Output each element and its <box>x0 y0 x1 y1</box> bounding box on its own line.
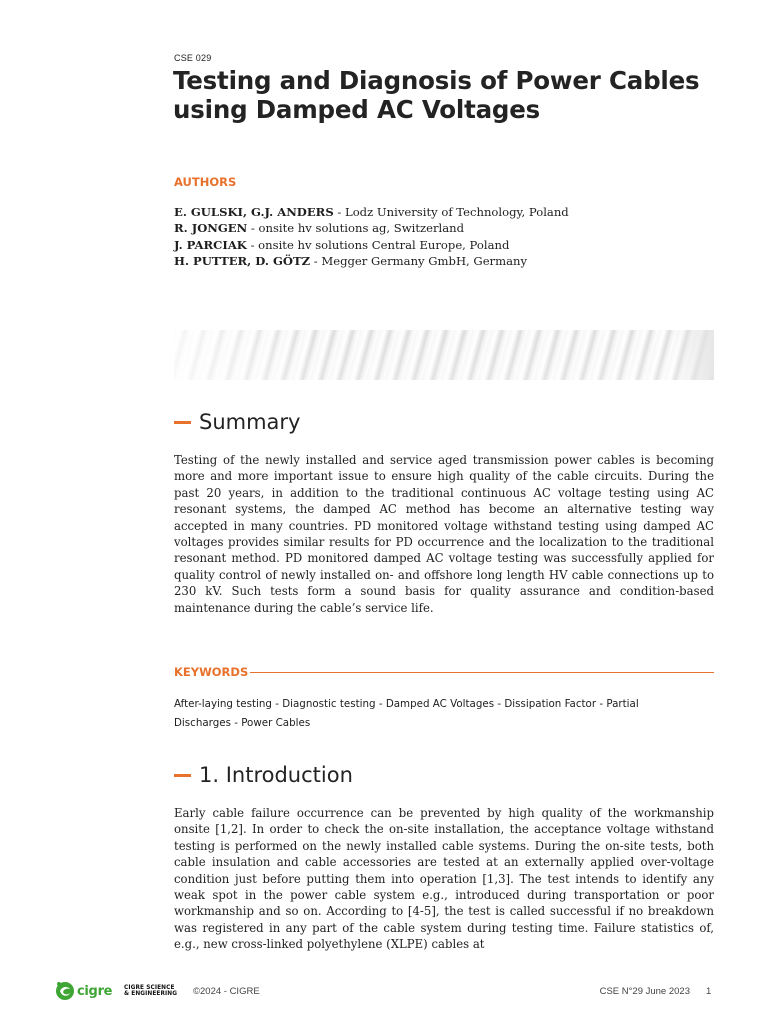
author-row <box>174 237 734 253</box>
se-logo-line-2: & ENGINEERING <box>124 991 178 998</box>
author-names: H. PUTTER, D. GÖTZ <box>174 253 311 268</box>
keywords-list <box>174 695 714 733</box>
author-affiliation: - onsite hv solutions ag, Switzerland <box>247 221 465 236</box>
title-line-1: Testing and Diagnosis of Power Cables <box>173 66 700 95</box>
se-logo-line-1: CIGRE SCIENCE <box>124 985 175 991</box>
cigre-logo <box>55 980 112 1002</box>
summary-heading <box>174 410 300 434</box>
decorative-banner-image <box>174 330 714 380</box>
cigre-science-engineering-logo <box>124 985 177 997</box>
summary-heading-text: Summary <box>199 410 301 434</box>
paper-title <box>173 66 733 124</box>
author-affiliation: - onsite hv solutions Central Europe, Poland <box>246 237 510 252</box>
author-row <box>174 253 734 269</box>
banner-fade-right <box>674 330 714 380</box>
authors-label: AUTHORS <box>174 175 237 189</box>
keywords-label: KEYWORDS <box>174 665 249 679</box>
author-row <box>174 204 734 220</box>
section-dash-icon <box>174 421 191 424</box>
keywords-line-2: Discharges - Power Cables <box>174 717 311 729</box>
introduction-heading-text: 1. Introduction <box>199 763 353 787</box>
summary-paragraph: Testing of the newly installed and service aged transmission power cables is becoming more and more important issue to ensure high quality of the cable circuits. During the past 20 years, in addition to the traditional continuous AC voltage testing using AC resonant systems, the damped AC method has become an alternative testing way accepted in many countries. PD monitored voltage withstand testing using damped AC voltages provides similar results for PD occurrence and the localization to the traditional resonant method. PD monitored damped AC voltage testing was successfully applied for quality control of newly installed on- and offshore long length HV cable connections up to 230 kV. Such tests form a sound basis for quality assurance and condition-based maintenance during the cable’s service life. <box>174 453 714 615</box>
page-number: 1 <box>706 986 712 997</box>
author-names: R. JONGEN <box>174 221 248 236</box>
banner-fade-left <box>174 330 314 380</box>
title-line-2: using Damped AC Voltages <box>173 95 541 124</box>
section-dash-icon <box>174 774 191 777</box>
author-names: J. PARCIAK <box>174 237 247 252</box>
issue-info: CSE N°29 June 2023 <box>599 986 690 997</box>
authors-list <box>174 204 734 269</box>
keywords-header <box>174 665 714 679</box>
author-row <box>174 220 734 236</box>
cigre-logo-text: cigre <box>77 983 113 999</box>
cigre-logo-icon <box>55 980 75 1002</box>
introduction-paragraph: Early cable failure occurrence can be prevented by high quality of the workmanship onsite [1,2]. In order to check the on-site installation, the acceptance voltage withstand testing is performed on the newly installed cable systems. During the on-site tests, both cable insulation and cable accessories are tested at an externally applied over-voltage condition just before putting them into operation [1,3]. The test intends to identify any weak spot in the power cable system e.g., introduced during transportation or poor workmanship and so on. According to [4-5], the test is called successful if no breakdown was registered in any part of the cable system during testing time. Failure statistics of, e.g., new cross-linked polyethylene (XLPE) cables at <box>174 806 714 952</box>
author-affiliation: - Megger Germany GmbH, Germany <box>310 253 528 268</box>
page-footer <box>0 975 768 1009</box>
keywords-line-1: After-laying testing - Diagnostic testing - Damped AC Voltages - Dissipation Factor - Partial <box>174 698 639 710</box>
introduction-heading <box>174 763 353 787</box>
author-names: E. GULSKI, G.J. ANDERS <box>174 205 334 219</box>
copyright-text: ©2024 - CIGRE <box>193 986 260 997</box>
keywords-divider <box>250 672 714 673</box>
publication-code: CSE 029 <box>174 53 212 63</box>
author-affiliation: - Lodz University of Technology, Poland <box>333 205 569 219</box>
